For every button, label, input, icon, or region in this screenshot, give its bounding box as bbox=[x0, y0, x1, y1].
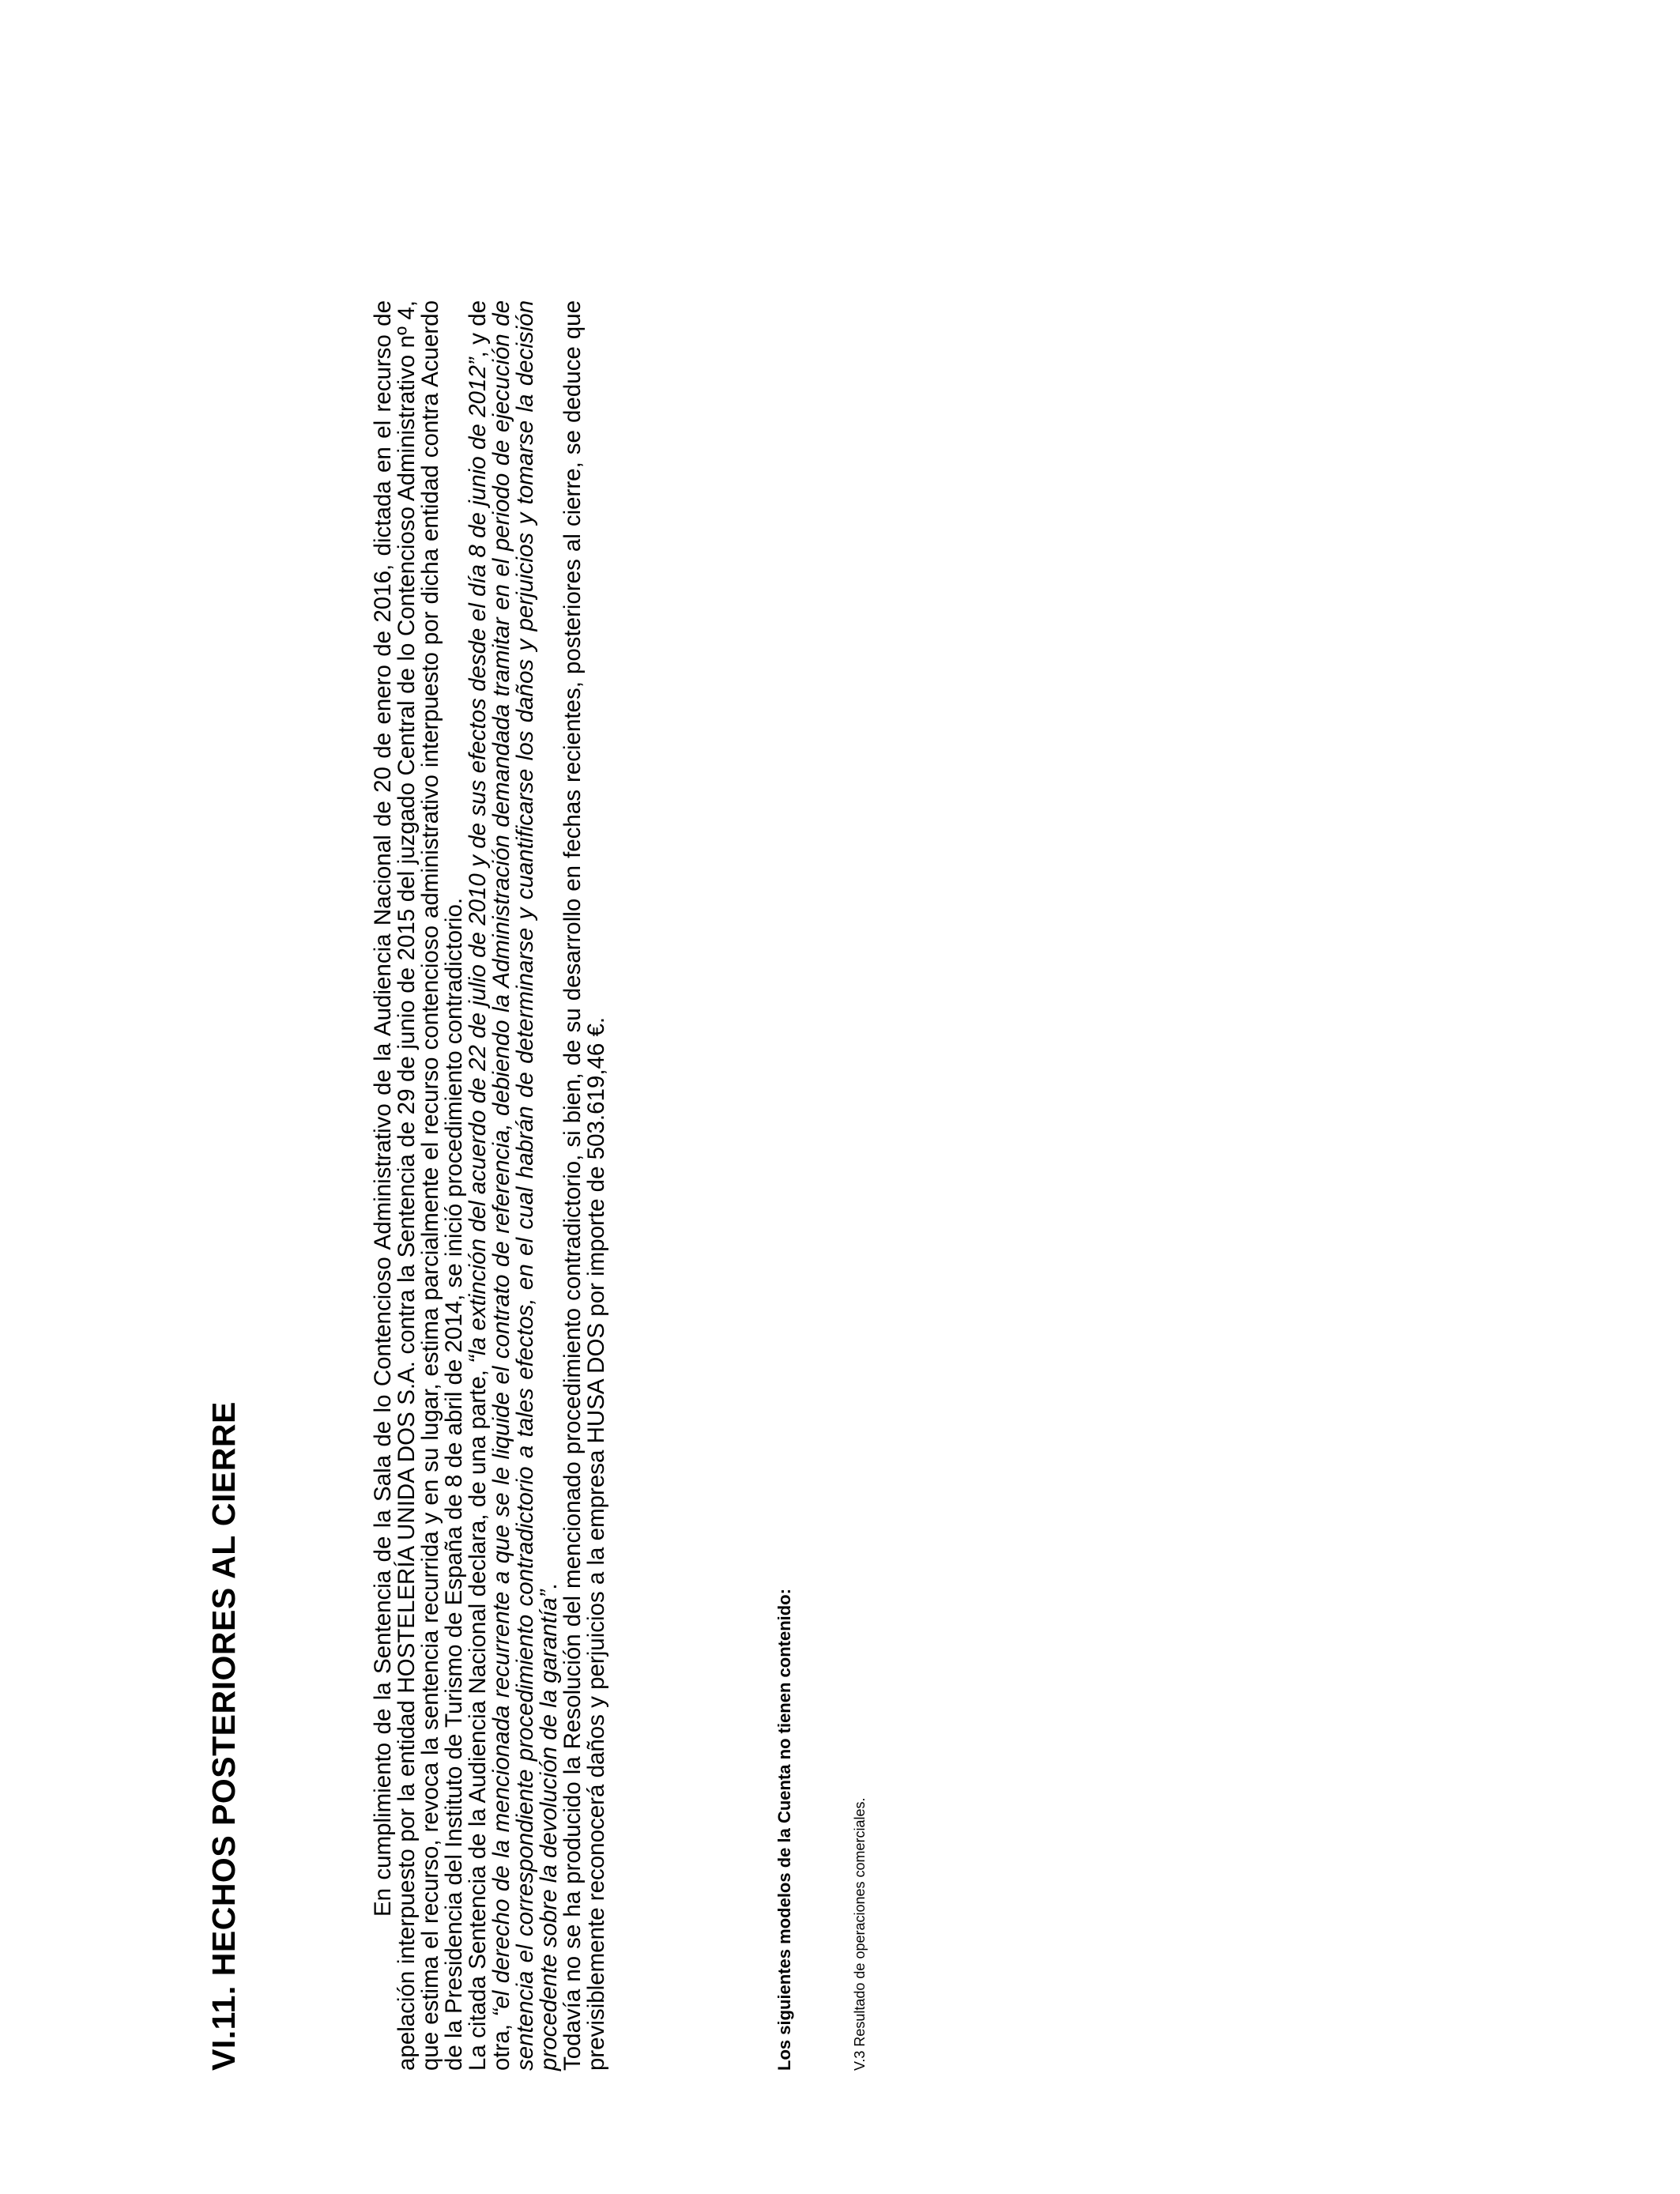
paragraph-3: Todavía no se ha producido la Resolución del mencionado procedimiento contradictorio, si bien, de su desarrollo en fechas recientes, posteriores al cierre, se deduce que previsiblemente reconocerá daños y perjuicios a la empresa HUSA DOS por importe de 503.619,46 €. bbox=[559, 300, 609, 2071]
section-heading: VI.11. HECHOS POSTERIORES AL CIERRE bbox=[205, 1401, 242, 2071]
paragraph-2-end: . bbox=[536, 1583, 562, 1590]
body-text bbox=[371, 300, 608, 2071]
paragraph-2-intro: La citada Sentencia de la Audiencia Nacional declara, de una parte, bbox=[465, 1363, 491, 2071]
paragraph-2 bbox=[466, 300, 561, 2071]
rotated-page bbox=[205, 142, 917, 2071]
paragraph-2-quote-1: “la extinción del acuerdo de 22 de julio de 2010 y de sus efectos desde el día 8 de junio de 2012” bbox=[465, 357, 491, 1363]
model-item: V.3 Resultado de operaciones comerciales. bbox=[852, 1797, 868, 2071]
models-label: Los siguientes modelos de la Cuenta no tienen contenido: bbox=[774, 1589, 794, 2071]
paragraph-2-mid: , y de otra, bbox=[465, 300, 514, 2071]
paragraph-2-quote-2: “el derecho de la mencionada recurrente a que se le liquide el contrato de referencia, debiendo la Administración demandada tramitar en el periodo de ejecución de sentencia el correspondiente procedimiento contradictorio a tales efectos, en el cual habrán de determinarse y cuantificarse los daños y perjuicios y tomarse la decisión procedente sobre la devolución de la garantía” bbox=[488, 300, 562, 2071]
paragraph-1: En cumplimiento de la Sentencia de la Sala de lo Contencioso Administrativo de la Audiencia Nacional de 20 de enero de 2016, dictada en el recurso de apelación interpuesto por la entidad HOSTELERÍA UNIDA DOS S.A. contra la Sentencia de 29 de junio de 2015 del juzgado Central de lo Contencioso Administrativo nº 4, que estima el recurso, revoca la sentencia recurrida y en su lugar, estima parcialmente el recurso contencioso administrativo interpuesto por dicha entidad contra Acuerdo de la Presidencia del Instituto de Turismo de España de 8 de abril de 2014, se inició procedimiento contradictorio. bbox=[370, 300, 467, 2071]
